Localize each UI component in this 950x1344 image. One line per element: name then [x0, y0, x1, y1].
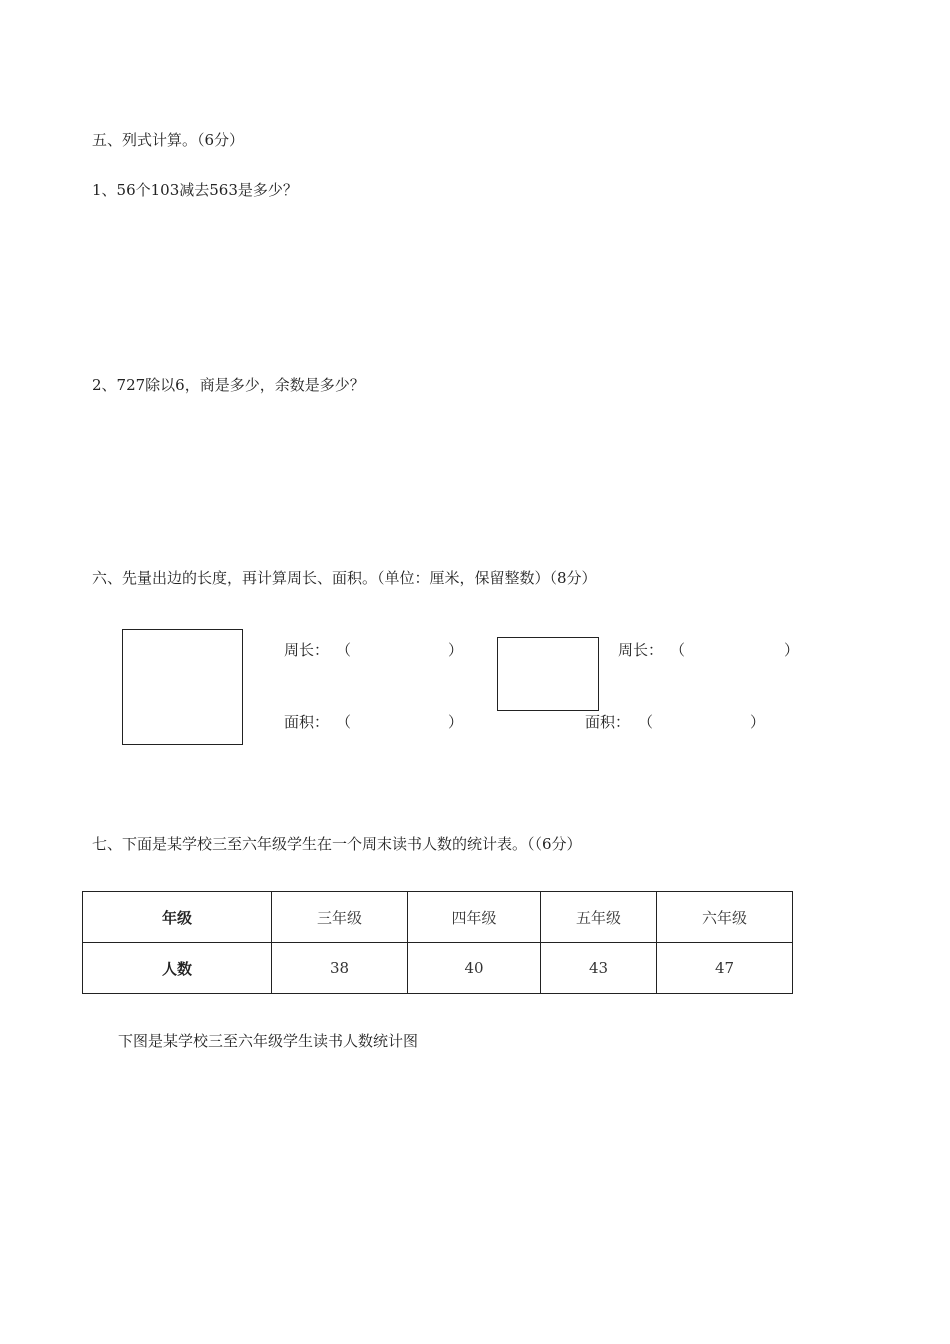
table-cell-count: 43	[541, 943, 657, 994]
section6-title: 六、先量出边的长度，再计算周长、面积。（单位：厘米，保留整数）（8分）	[92, 569, 597, 587]
table-cell-grade: 五年级	[541, 892, 657, 943]
table-cell-grade: 三年级	[272, 892, 408, 943]
rectangle-shape	[497, 637, 599, 711]
shape1-perimeter-label: 周长：	[284, 641, 330, 659]
section5-title: 五、列式计算。（6分）	[92, 131, 245, 149]
table-cell-grade: 六年级	[657, 892, 793, 943]
shape2-perimeter-open: （	[670, 641, 686, 659]
question-1: 1、56个103减去563是多少？	[92, 181, 298, 199]
section7-title: 七、下面是某学校三至六年级学生在一个周末读书人数的统计表。（（6分）	[92, 835, 582, 853]
shape2-perimeter-label: 周长：	[618, 641, 664, 659]
shape2-area-label: 面积：	[585, 713, 631, 731]
shape2-area-close: ）	[750, 713, 766, 731]
shape1-area-label: 面积：	[284, 713, 330, 731]
table-cell-count: 40	[408, 943, 541, 994]
question-2: 2、727除以6，商是多少，余数是多少？	[92, 376, 365, 394]
table-row-grades	[83, 892, 793, 943]
shape1-area-open: （	[336, 713, 352, 731]
shape2-area-open: （	[638, 713, 654, 731]
table-cell-count: 47	[657, 943, 793, 994]
table-header-grade: 年级	[83, 892, 272, 943]
square-shape	[122, 629, 243, 745]
shape1-perimeter-open: （	[336, 641, 352, 659]
shape1-area-close: ）	[448, 713, 464, 731]
table-row-counts	[83, 943, 793, 994]
table-cell-count: 38	[272, 943, 408, 994]
chart-caption: 下图是某学校三至六年级学生读书人数统计图	[118, 1032, 419, 1050]
reading-stats-table	[82, 891, 793, 994]
shape1-perimeter-close: ）	[448, 641, 464, 659]
shape2-perimeter-close: ）	[784, 641, 800, 659]
table-cell-grade: 四年级	[408, 892, 541, 943]
table-header-count: 人数	[83, 943, 272, 994]
